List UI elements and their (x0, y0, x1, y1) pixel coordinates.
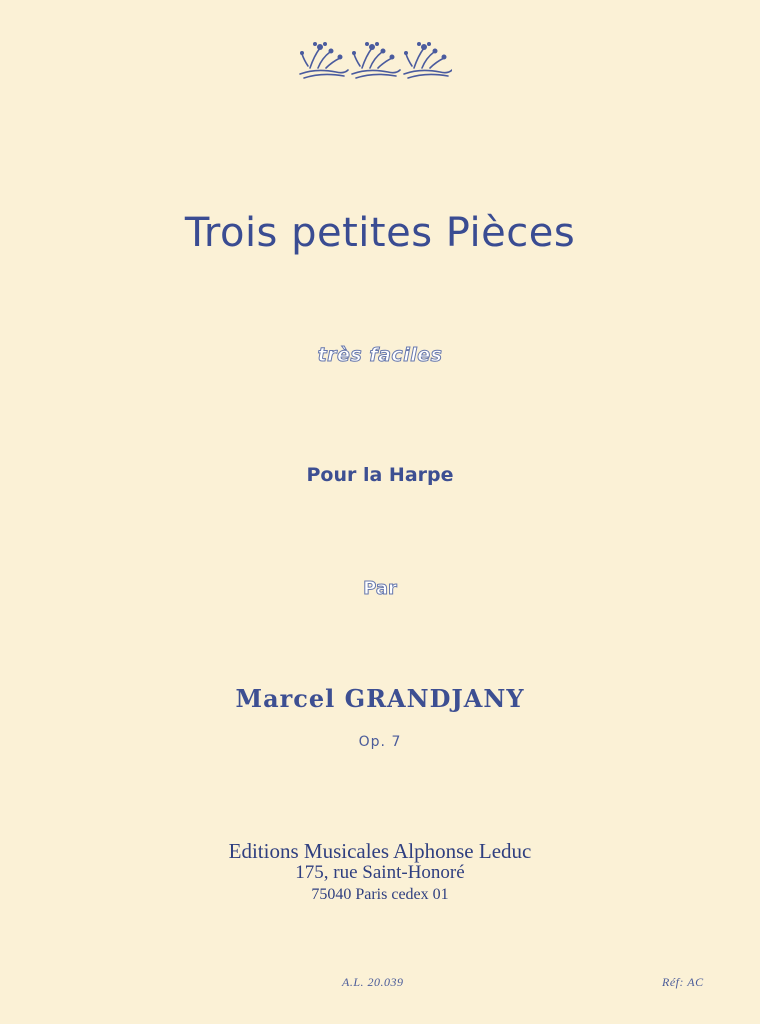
composer-name: Marcel GRANDJANY (235, 684, 525, 713)
opus-number: Op. 7 (358, 734, 402, 750)
reference-code: Réf: AC (662, 975, 704, 989)
publisher-name: Editions Musicales Alphonse Leduc (228, 839, 532, 863)
floral-ornament-icon (296, 38, 452, 80)
page-title: Trois petites Pièces (184, 210, 576, 256)
publisher-street: 175, rue Saint-Honoré (295, 862, 465, 883)
instrument-line: Pour la Harpe (306, 464, 454, 486)
plate-number: A.L. 20.039 (342, 975, 404, 989)
subtitle: très faciles (317, 344, 443, 366)
publisher-block (0, 840, 760, 906)
by-label: Par (363, 578, 397, 599)
publisher-city: 75040 Paris cedex 01 (311, 886, 449, 903)
